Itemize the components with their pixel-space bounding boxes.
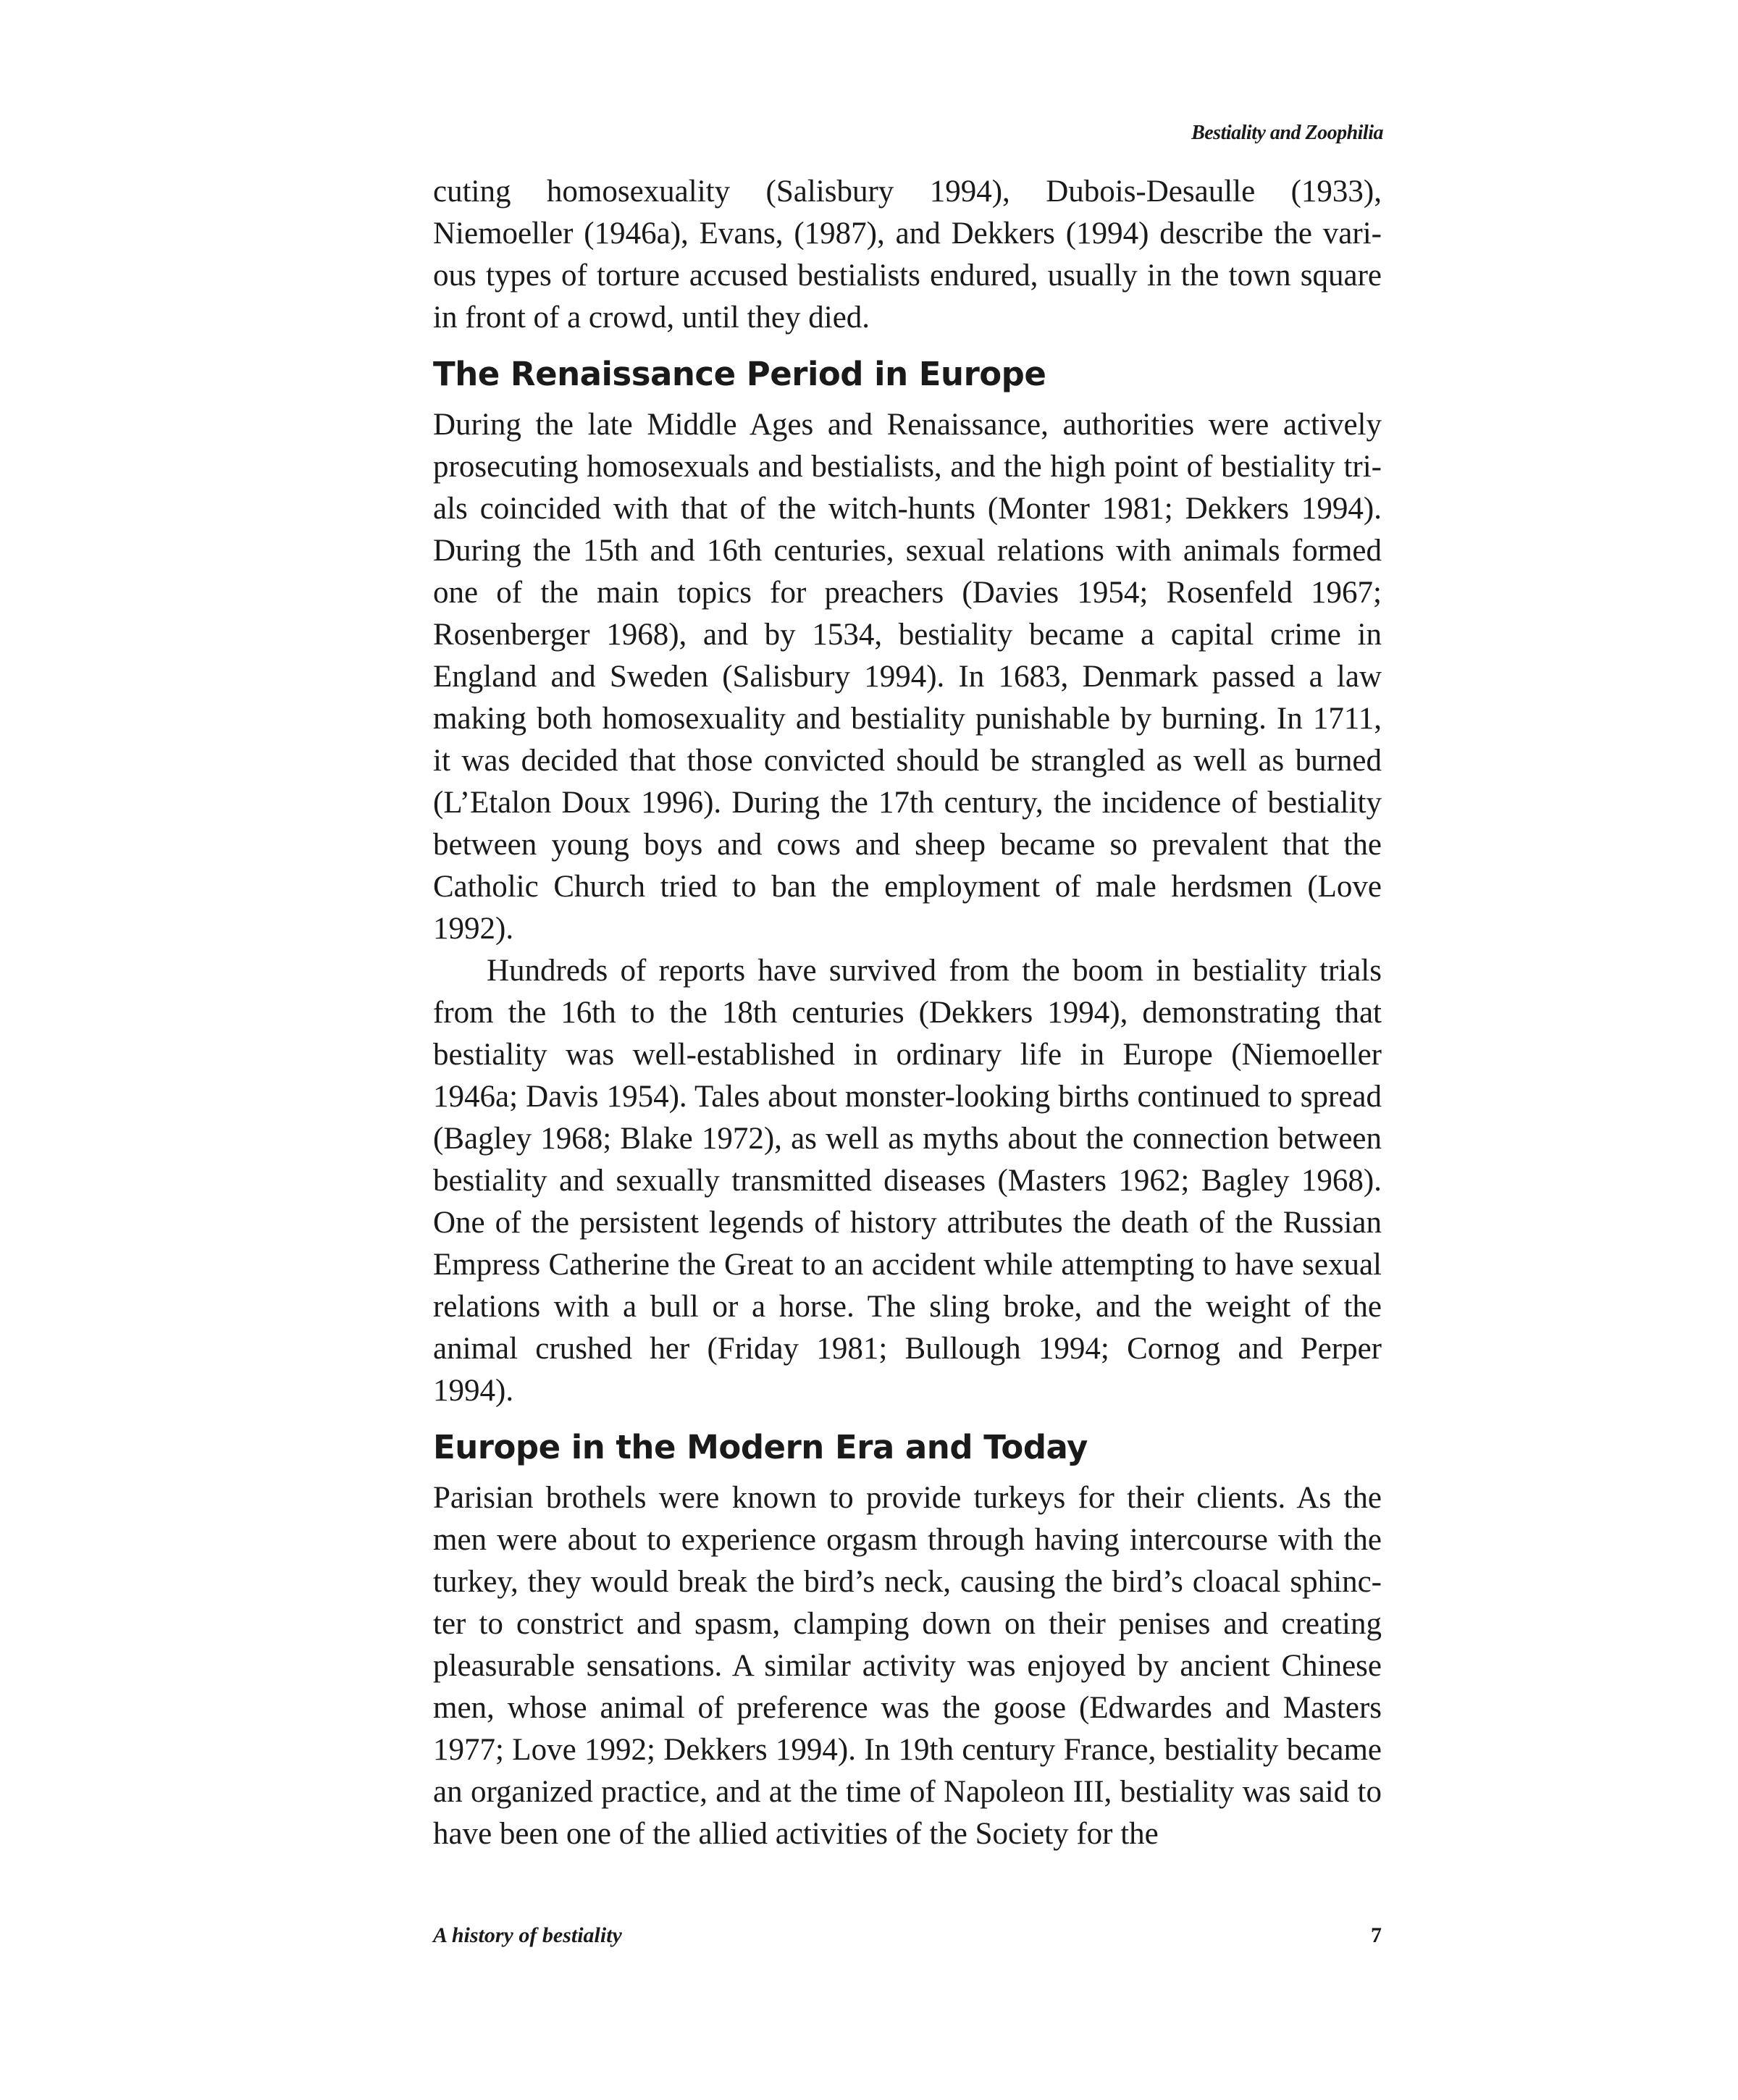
paragraph: Parisian brothels were known to provide turkeys for their clients. As the men were about to experience orgasm through having intercourse with the turkey, they would break the bird’s neck, causing the bird’s cloacal sphincter to constrict and spasm, clamping down on their penises and creating pleasurable sensations. A similar activity was enjoyed by ancient Chinese men, whose animal of preference was the goose (Edwardes and Masters 1977; Love 1992; Dekkers 1994). In 19th century France, bestiality became an organized practice, and at the time of Napoleon III, bestiality was said to have been one of the allied activities of the Society for the bbox=[433, 1481, 1382, 1851]
section-heading-modern-era: Europe in the Modern Era and Today bbox=[433, 1428, 1088, 1466]
running-head: Bestiality and Zoophilia bbox=[1191, 122, 1383, 144]
page-number: 7 bbox=[1371, 1923, 1382, 1947]
body-text bbox=[433, 171, 1382, 1855]
section-heading-renaissance: The Renaissance Period in Europe bbox=[433, 355, 1046, 393]
paragraph: During the late Middle Ages and Renaissance, authorities were actively prosecuting homosexuals and bestialists, and the high point of bestiality trials coincided with that of the witch-hunts (Monter 1981; Dekkers 1994). During the 15th and 16th centuries, sexual relations with animals formed one of the main topics for preachers (Davies 1954; Rosenfeld 1967; Rosenberger 1968), and by 1534, bestiality became a capital crime in England and Sweden (Salisbury 1994). In 1683, Denmark passed a law making both homosexuality and bestiality punishable by burning. In 1711, it was decided that those convicted should be strangled as well as burned (L’Etalon Doux 1996). During the 17th century, the incidence of bestiality between young boys and cows and sheep became so prevalent that the Catholic Church tried to ban the employment of male herdsmen (Love 1992). bbox=[433, 408, 1382, 946]
paragraph-continued: cuting homosexuality (Salisbury 1994), Dubois-Desaulle (1933), Niemoeller (1946a), Evans, (1987), and Dekkers (1994) describe the various types of torture accused bestialists endured, usually in the town square in front of a crowd, until they died. bbox=[433, 175, 1382, 335]
footer-book-title: A history of bestiality bbox=[433, 1923, 622, 1947]
paragraph: Hundreds of reports have survived from the boom in bestiality trials from the 16th to the 18th centuries (Dekkers 1994), demonstrating that bestiality was well-established in ordinary life in Europe (Niemoeller 1946a; Davis 1954). Tales about monster-looking births continued to spread (Bagley 1968; Blake 1972), as well as myths about the connection between bestiality and sexually transmitted diseases (Masters 1962; Bagley 1968). One of the persistent legends of history attributes the death of the Russian Empress Catherine the Great to an accident while attempting to have sexual relations with a bull or a horse. The sling broke, and the weight of the animal crushed her (Friday 1981; Bullough 1994; Cornog and Perper 1994). bbox=[433, 954, 1382, 1408]
